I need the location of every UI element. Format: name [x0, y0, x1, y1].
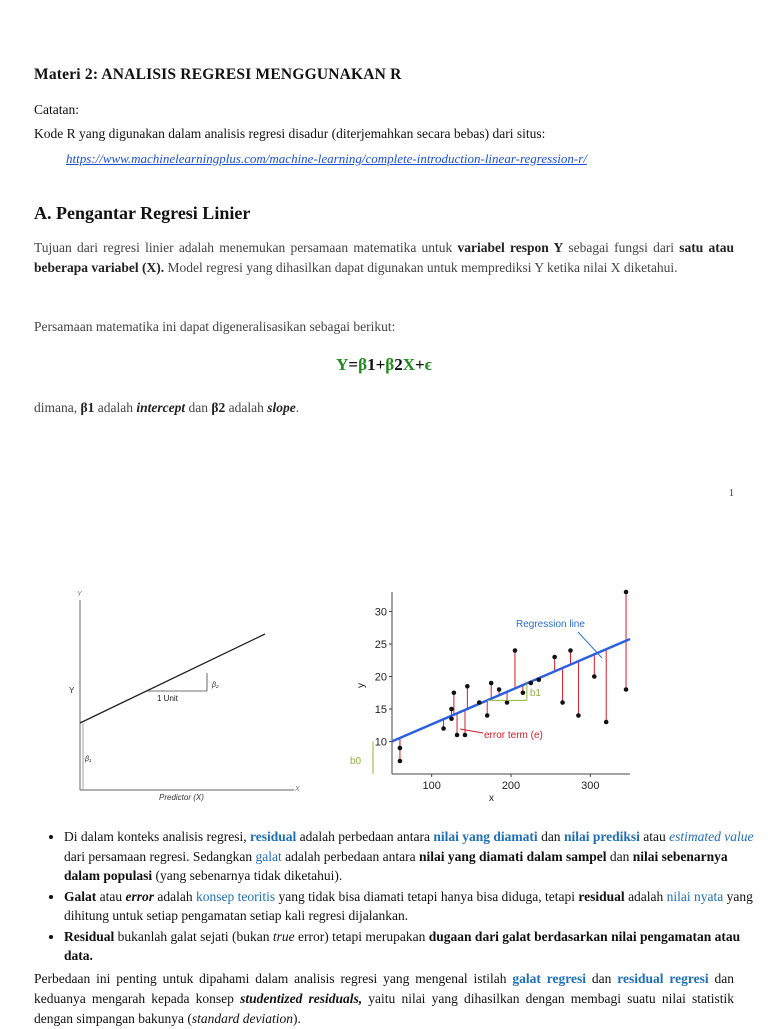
data-point: [398, 746, 403, 751]
data-point: [449, 716, 454, 721]
residual-scatter-chart: [340, 588, 640, 804]
data-point: [455, 733, 460, 738]
diagram-x-label: Predictor (X): [159, 793, 204, 802]
document-title: Materi 2: ANALISIS REGRESI MENGGUNAKAN R: [34, 66, 402, 83]
note-label: Catatan:: [34, 102, 79, 117]
data-point: [477, 700, 482, 705]
data-point: [463, 733, 468, 738]
y-tick-label: 10: [374, 736, 387, 749]
page-number: 1: [729, 488, 734, 499]
x-tick-label: 100: [422, 780, 441, 792]
y-tick-label: 15: [374, 704, 387, 716]
data-point: [529, 681, 534, 686]
note-text: Kode R yang digunakan dalam analisis regresi disadur (diterjemahkan secara bebas) dari situs:: [34, 126, 546, 141]
data-point: [624, 590, 629, 595]
diagram-y-label: Y: [69, 686, 75, 695]
error-term-pointer: [460, 729, 483, 733]
data-point: [441, 726, 446, 731]
data-point: [536, 677, 541, 682]
diagram-y-axis-label: Y: [77, 591, 82, 598]
regression-line-label: Regression line: [516, 619, 585, 630]
data-point: [398, 759, 403, 764]
data-point: [568, 648, 573, 653]
diagram-x-axis-label: X: [295, 786, 300, 793]
bullet-list: [34, 827, 764, 967]
source-link[interactable]: https://www.machinelearningplus.com/machine-learning/complete-introduction-linear-regression-r/: [66, 151, 587, 166]
data-point: [449, 707, 454, 712]
y-tick-label: 25: [374, 639, 387, 651]
paragraph-intro: Tujuan dari regresi linier adalah menemukan persamaan matematika untuk variabel respon Y sebagai fungsi dari satu atau beberapa variabel (X). Model regresi yang dihasilkan dapat digunakan untuk memprediksi Y ketika nilai X diketahui.: [34, 240, 734, 275]
regression-line: [392, 639, 630, 741]
y-axis-label: y: [356, 683, 367, 688]
y-tick-label: 20: [374, 671, 387, 684]
linear-regression-diagram: [62, 586, 312, 806]
diagram-beta1-label: β₁: [85, 756, 92, 763]
regression-line-pointer: [578, 632, 602, 658]
data-point: [497, 687, 502, 692]
data-point: [552, 655, 557, 660]
error-term-label: error term (e): [484, 730, 543, 741]
data-point: [485, 713, 490, 718]
list-item: • Residual bukanlah galat sejati (bukan true error) tetapi merupakan dugaan dari galat berdasarkan nilai pengamatan atau data.: [64, 927, 764, 966]
x-tick-label: 300: [581, 780, 600, 792]
b0-label: b0: [350, 756, 362, 767]
x-axis-label: x: [489, 793, 494, 804]
diagram-regression-line: [80, 634, 265, 723]
y-tick-label: 30: [374, 606, 387, 619]
data-point: [592, 674, 597, 679]
paragraph-definitions: dimana, β1 adalah intercept dan β2 adalah slope.: [34, 400, 300, 415]
paragraph-closing: Perbedaan ini penting untuk dipahami dalam analisis regresi yang mengenal istilah galat regresi dan residual regresi dan keduanya mengarah kepada konsep studentized residuals, yaitu nilai yang dihasilkan dengan membagi suatu nilai statistik dengan simpangan bakunya (standard deviation).: [34, 971, 734, 1026]
section-heading-a: A. Pengantar Regresi Linier: [34, 203, 251, 223]
data-point: [505, 700, 510, 705]
list-item: • Galat atau error adalah konsep teoritis yang tidak bisa diamati tetapi hanya bisa diduga, tetapi residual adalah nilai nyata yang dihitung untuk setiap pengamatan setiap kali regresi dijalankan.: [64, 887, 764, 926]
data-point: [576, 713, 581, 718]
b1-label: b1: [529, 687, 541, 699]
data-point: [624, 687, 629, 692]
data-point: [604, 720, 609, 725]
data-point: [452, 690, 457, 695]
diagram-unit-label: 1 Unit: [157, 694, 178, 703]
paragraph-generalize: Persamaan matematika ini dapat digeneralisasikan sebagai berikut:: [34, 319, 396, 334]
x-tick-label: 200: [501, 780, 521, 792]
diagram-beta2-label: β₂: [212, 682, 219, 689]
list-item: • Di dalam konteks analisis regresi, residual adalah perbedaan antara nilai yang diamati dan nilai prediksi atau estimated value dari persamaan regresi. Sedangkan galat adalah perbedaan antara nilai yang diamati dalam sampel dan nilai sebenarnya dalam populasi (yang sebenarnya tidak diketahui).: [64, 827, 764, 886]
data-point: [560, 700, 565, 705]
data-point: [513, 648, 518, 653]
data-point: [521, 690, 526, 695]
regression-equation: Y=β1+β2X+ϵ: [336, 355, 432, 374]
data-point: [489, 681, 494, 686]
data-point: [465, 684, 470, 689]
